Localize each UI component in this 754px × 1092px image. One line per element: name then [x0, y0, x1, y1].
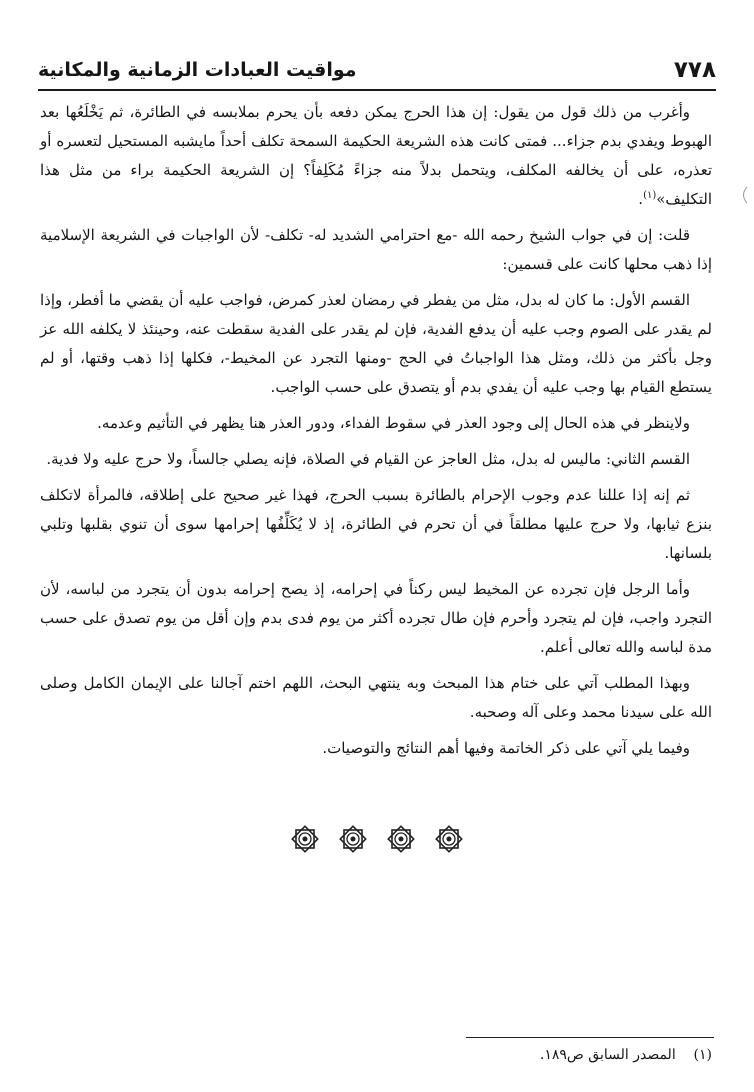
footnote-rule — [466, 1037, 714, 1038]
octagonal-star-ornament-icon — [290, 824, 320, 854]
paragraph-text: وأغرب من ذلك قول من يقول: إن هذا الحرج يمكن دفعه بأن يحرم بملابسه في الطائرة، ثم يَخْلَعُها بعد الهبوط ويفدي بدم جزاء... فمتى كانت هذه الشريعة الحكيمة السمحة تكلف أحداً مايشبه المستحيل لتعسره أو تعذره، على أن يخالفه المكلف، ويتحمل بدلاً منه جزاءً مُكَلِفاً؟ إن الشريعة الحكيمة براء من مثل هذا التكليف» — [40, 103, 712, 208]
body-text — [40, 98, 712, 770]
paragraph: وأما الرجل فإن تجرده عن المخيط ليس ركناً في إحرامه، إذ يصح إحرامه بدون أن يتجرد من لباسه، لأن التجرد واجب، فإن لم يتجرد وأحرم فإن طال تجرده أكثر من يوم فدى بدم وإن أقل من يوم تصدق على حسب مدة لباسه والله تعالى أعلم. — [40, 580, 712, 656]
paragraph: ولاينظر في هذه الحال إلى وجود العذر في سقوط الفداء، ودور العذر هنا يظهر في التأثيم وعدمه. — [97, 414, 690, 432]
paragraph: ثم إنه إذا عللنا عدم وجوب الإحرام بالطائرة بسبب الحرج، فهذا غير صحيح على إطلاقه، فالمرأة لاتكلف بنزع ثيابها، ولا حرج عليها مطلقاً في أن تحرم في الطائرة، إذ لا يُكَلِّفُها إحرامها سوى أن تنوي بقلبها وتلبي بلسانها. — [40, 486, 712, 562]
paragraph — [40, 98, 712, 214]
footnote-reference[interactable]: (١) — [643, 190, 657, 201]
footnote-number: (١) — [693, 1047, 712, 1063]
page-header — [38, 54, 716, 86]
octagonal-star-ornament-icon — [386, 824, 416, 854]
running-title: مواقيت العبادات الزمانية والمكانية — [38, 59, 357, 81]
paragraph: قلت: إن في جواب الشيخ رحمه الله -مع احترامي الشديد له- تكلف- لأن الواجبات في الشريعة الإسلامية إذا ذهب محلها كانت على قسمين: — [40, 226, 712, 273]
paragraph: وفيما يلي آتي على ذكر الخاتمة وفيها أهم النتائج والتوصيات. — [322, 739, 690, 757]
page-number: ٧٧٨ — [673, 57, 716, 83]
footnote — [40, 1044, 712, 1066]
paragraph: القسم الثاني: ماليس له بدل، مثل العاجز عن القيام في الصلاة، فإنه يصلي جالساً، ولا حرج عليه ولا فدية. — [46, 450, 690, 468]
octagonal-star-ornament-icon — [434, 824, 464, 854]
paragraph: وبهذا المطلب آتي على ختام هذا المبحث وبه ينتهي البحث، اللهم اختم آجالنا على الإيمان الكامل وصلى الله على سيدنا محمد وعلى آله وصحبه. — [40, 674, 712, 721]
footnote-text: المصدر السابق ص١٨٩. — [539, 1047, 676, 1063]
header-rule — [38, 89, 716, 91]
octagonal-star-ornament-icon — [338, 824, 368, 854]
paragraph-end: . — [638, 190, 644, 208]
paragraph: القسم الأول: ما كان له بدل، مثل من يفطر في رمضان لعذر كمرض، فواجب عليه أن يقضي ما أفطر، وإذا لم يقدر على الصوم وجب عليه أن يدفع الفدية، فإن لم يقدر على الفدية سقطت عنه، وحينئذ لا يكلفه الله عز وجل بأكثر من ذلك، ومثل هذا الواجباتُ في الحج -ومنها التجرد عن المخيط-، فكلها إذا ذهب وقتها، أو لم يستطع القيام بها وجب عليه أن يفدي بدم أو يتصدق على حسب الواجب. — [40, 291, 712, 396]
margin-mark-icon — [738, 186, 748, 204]
section-end-ornaments — [0, 824, 754, 854]
